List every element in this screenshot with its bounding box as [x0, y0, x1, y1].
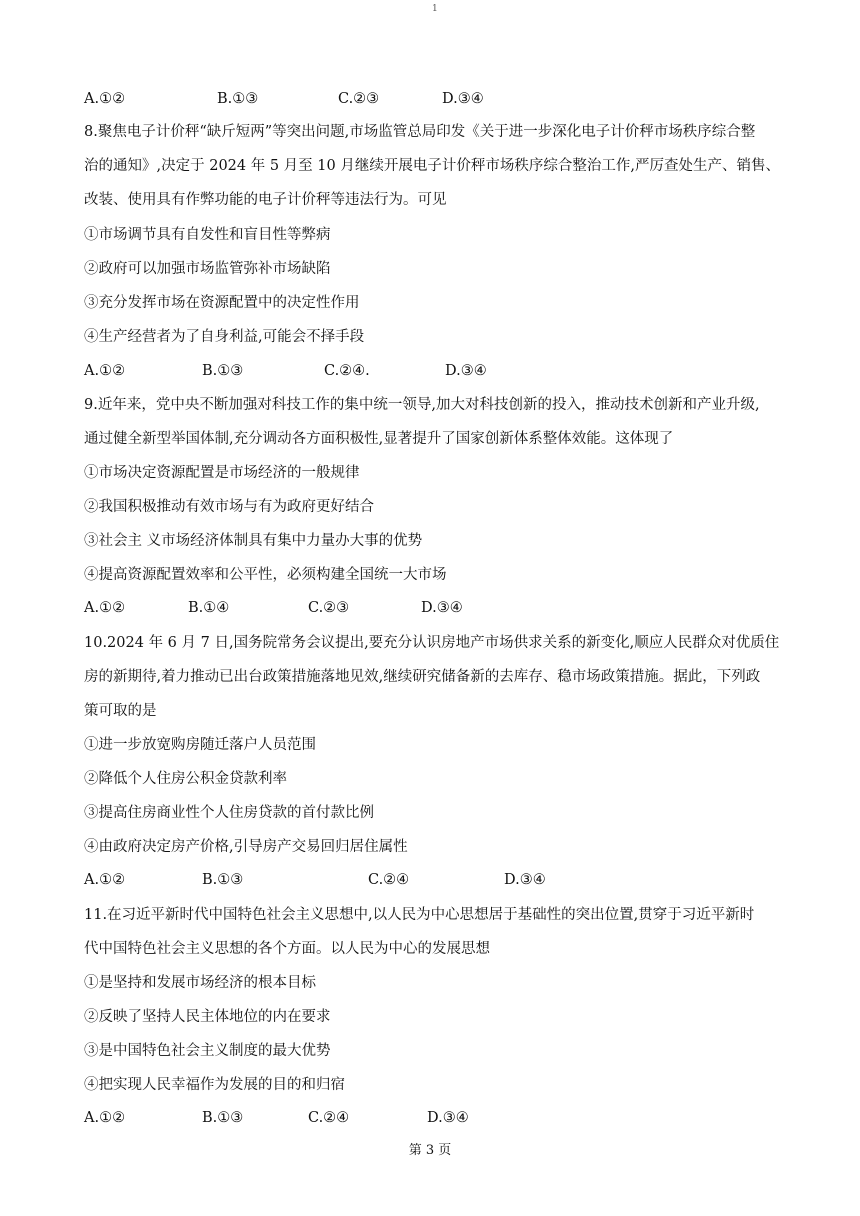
q8-option-a: A.①② — [84, 363, 126, 379]
page-number: 第 3 页 — [408, 1143, 452, 1158]
q9-stem-line-1: 9.近年来，党中央不断加强对科技工作的集中统一领导,加大对科技创新的投入，推动技术创新和产业升级, — [84, 397, 760, 413]
q10-item-4: ④由政府决定房产价格,引导房产交易回归居住属性 — [84, 839, 408, 855]
q10-item-2: ②降低个人住房公积金贷款利率 — [84, 771, 287, 787]
q7-options — [84, 89, 784, 109]
q10-stem-line-1: 10.2024 年 6 月 7 日,国务院常务会议提出,要充分认识房地产市场供求关系的新变化,顺应人民群众对优质住 — [84, 635, 780, 651]
q10-options — [84, 870, 784, 890]
q11-stem-line-2: 代中国特色社会主义思想的各个方面。以人民为中心的发展思想 — [84, 941, 490, 957]
q10-option-a: A.①② — [84, 872, 126, 888]
q11-stem-line-1: 11.在习近平新时代中国特色社会主义思想中,以人民为中心思想居于基础性的突出位置,贯穿于习近平新时 — [84, 907, 755, 923]
q9-option-c: C.②③ — [308, 600, 350, 616]
q8-item-4: ④生产经营者为了自身利益,可能会不择手段 — [84, 329, 365, 345]
q11-item-4: ④把实现人民幸福作为发展的目的和归宿 — [84, 1077, 345, 1093]
header-mark: 1 — [432, 4, 438, 14]
q11-item-1: ①是坚持和发展市场经济的根本目标 — [84, 975, 316, 991]
q8-stem-line-2: 治的通知》,决定于 2024 年 5 月至 10 月继续开展电子计价秤市场秩序综合整治工作,严厉查处生产、销售、 — [84, 158, 780, 174]
q11-options — [84, 1108, 784, 1128]
q8-option-d: D.③④ — [445, 363, 487, 379]
q11-option-d: D.③④ — [427, 1110, 469, 1126]
q11-option-b: B.①③ — [202, 1110, 244, 1126]
q11-option-c: C.②④ — [308, 1110, 350, 1126]
q7-option-a: A.①② — [84, 91, 126, 107]
q9-option-a: A.①② — [84, 600, 126, 616]
q8-stem-line-1: 8.聚焦电子计价秤“缺斤短两”等突出问题,市场监管总局印发《关于进一步深化电子计价秤市场秩序综合整 — [84, 124, 756, 140]
q7-option-b: B.①③ — [217, 91, 259, 107]
q10-item-1: ①进一步放宽购房随迁落户人员范围 — [84, 737, 316, 753]
q9-option-d: D.③④ — [421, 600, 463, 616]
q8-item-3: ③充分发挥市场在资源配置中的决定性作用 — [84, 295, 360, 311]
q10-option-c: C.②④ — [368, 872, 410, 888]
q9-option-b: B.①④ — [188, 600, 230, 616]
q9-item-2: ②我国积极推动有效市场与有为政府更好结合 — [84, 499, 374, 515]
q7-option-c: C.②③ — [338, 91, 380, 107]
q8-item-2: ②政府可以加强市场监管弥补市场缺陷 — [84, 261, 331, 277]
q9-options — [84, 598, 784, 618]
q8-stem-line-3: 改装、使用具有作弊功能的电子计价秤等违法行为。可见 — [84, 192, 447, 208]
q7-option-d: D.③④ — [442, 91, 484, 107]
q8-options — [84, 361, 784, 381]
q11-item-2: ②反映了坚持人民主体地位的内在要求 — [84, 1009, 331, 1025]
q8-item-1: ①市场调节具有自发性和盲目性等弊病 — [84, 227, 331, 243]
q11-option-a: A.①② — [84, 1110, 126, 1126]
q9-item-1: ①市场决定资源配置是市场经济的一般规律 — [84, 465, 360, 481]
q10-stem-line-3: 策可取的是 — [84, 703, 157, 719]
q10-item-3: ③提高住房商业性个人住房贷款的首付款比例 — [84, 805, 374, 821]
q10-option-d: D.③④ — [504, 872, 546, 888]
q9-item-4: ④提高资源配置效率和公平性，必须构建全国统一大市场 — [84, 567, 447, 583]
q9-item-3: ③社会主 义市场经济体制具有集中力量办大事的优势 — [84, 533, 423, 549]
q8-option-b: B.①③ — [202, 363, 244, 379]
q11-item-3: ③是中国特色社会主义制度的最大优势 — [84, 1043, 331, 1059]
q8-option-c: C.②④. — [324, 363, 370, 379]
q10-option-b: B.①③ — [202, 872, 244, 888]
q9-stem-line-2: 通过健全新型举国体制,充分调动各方面积极性,显著提升了国家创新体系整体效能。这体现了 — [84, 431, 674, 447]
q10-stem-line-2: 房的新期待,着力推动已出台政策措施落地见效,继续研究储备新的去库存、稳市场政策措施。据此，下列政 — [84, 669, 761, 685]
